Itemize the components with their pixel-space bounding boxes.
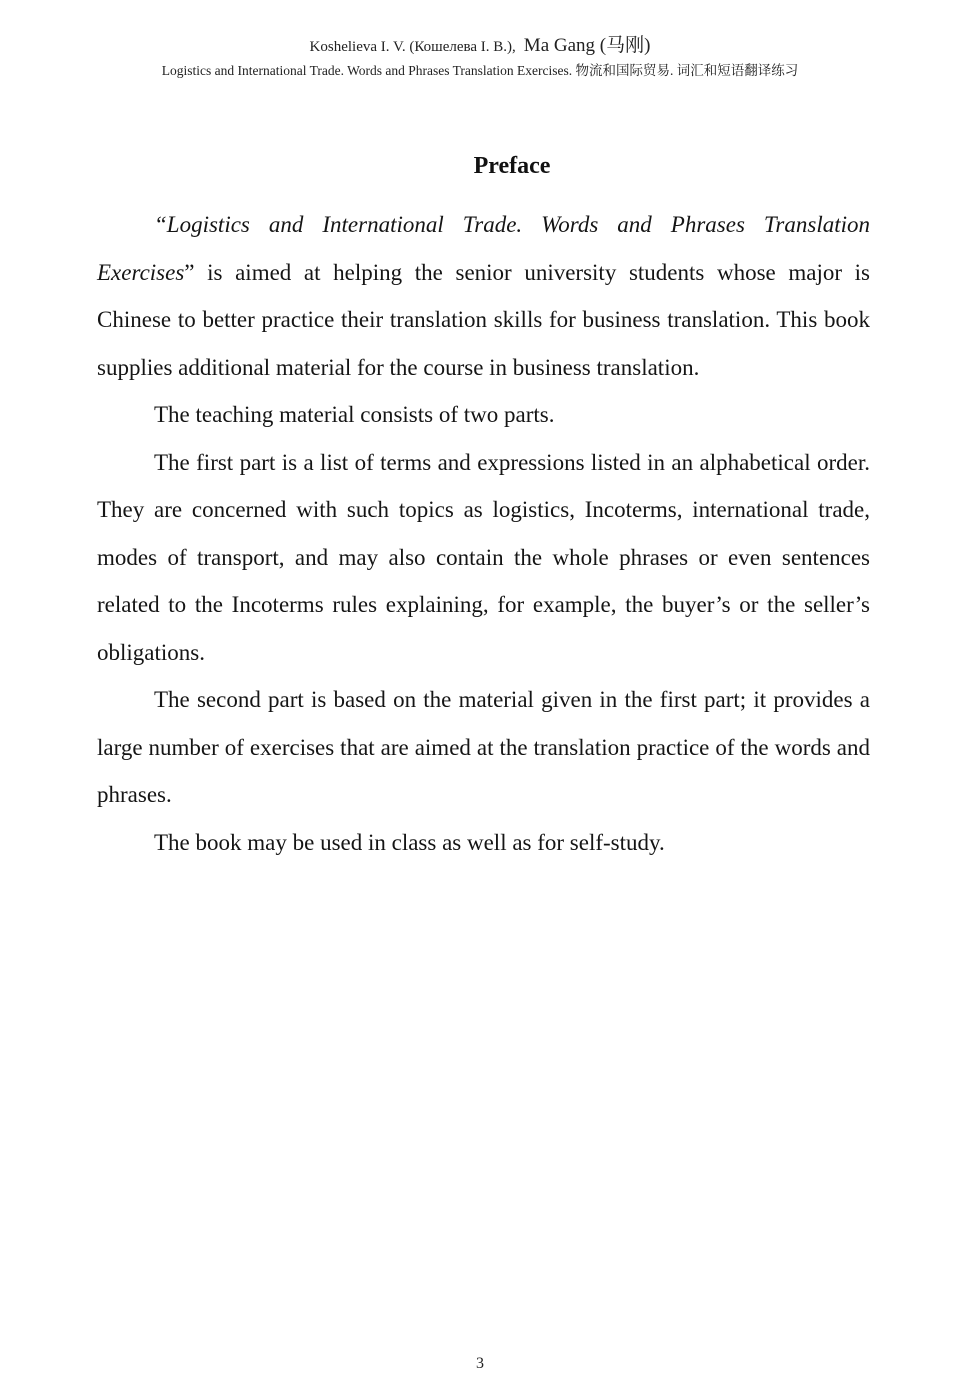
paragraph (97, 676, 870, 819)
paragraph-segment: The teaching material consists of two parts. (154, 402, 555, 428)
paragraph (97, 439, 870, 677)
header-authors (0, 34, 960, 59)
paragraph-segment: The second part is based on the material given in the first part; it provides a large number of exercises that are aimed at the translation practice of the words and phrases. (97, 687, 870, 808)
paragraph-segment-italic: “Logistics and International Trade. Words and Phrases Translation Exercises (97, 212, 870, 285)
preface-body (97, 201, 870, 866)
paragraph-segment: ” is aimed at helping the senior university students whose major is Chinese to better practice their translation skills for business translation. This book supplies additional material for the course in business translation. (97, 259, 870, 380)
page-number: 3 (476, 1355, 484, 1372)
header-book-title: Logistics and International Trade. Words and Phrases Translation Exercises. 物流和国际贸易. 词汇和短语翻译练习 (161, 62, 799, 78)
page-title: Preface (473, 153, 551, 180)
page-header (0, 0, 960, 79)
paragraph-segment: The first part is a list of terms and expressions listed in an alphabetical order. They are concerned with such topics as logistics, Incoterms, international trade, modes of transport, and may also contain the whole phrases or even sentences related to the Incoterms rules explaining, for example, the buyer’s or the seller’s obligations. (97, 449, 870, 665)
paragraph (97, 819, 870, 867)
paragraph (97, 391, 870, 439)
header-authors-primary: Koshelieva I. V. (Кошелева І. В.), (309, 39, 516, 55)
header-authors-secondary: Ma Gang (马刚) (523, 35, 651, 56)
paragraph (97, 201, 870, 391)
paragraph-segment: The book may be used in class as well as for self-study. (154, 829, 665, 855)
